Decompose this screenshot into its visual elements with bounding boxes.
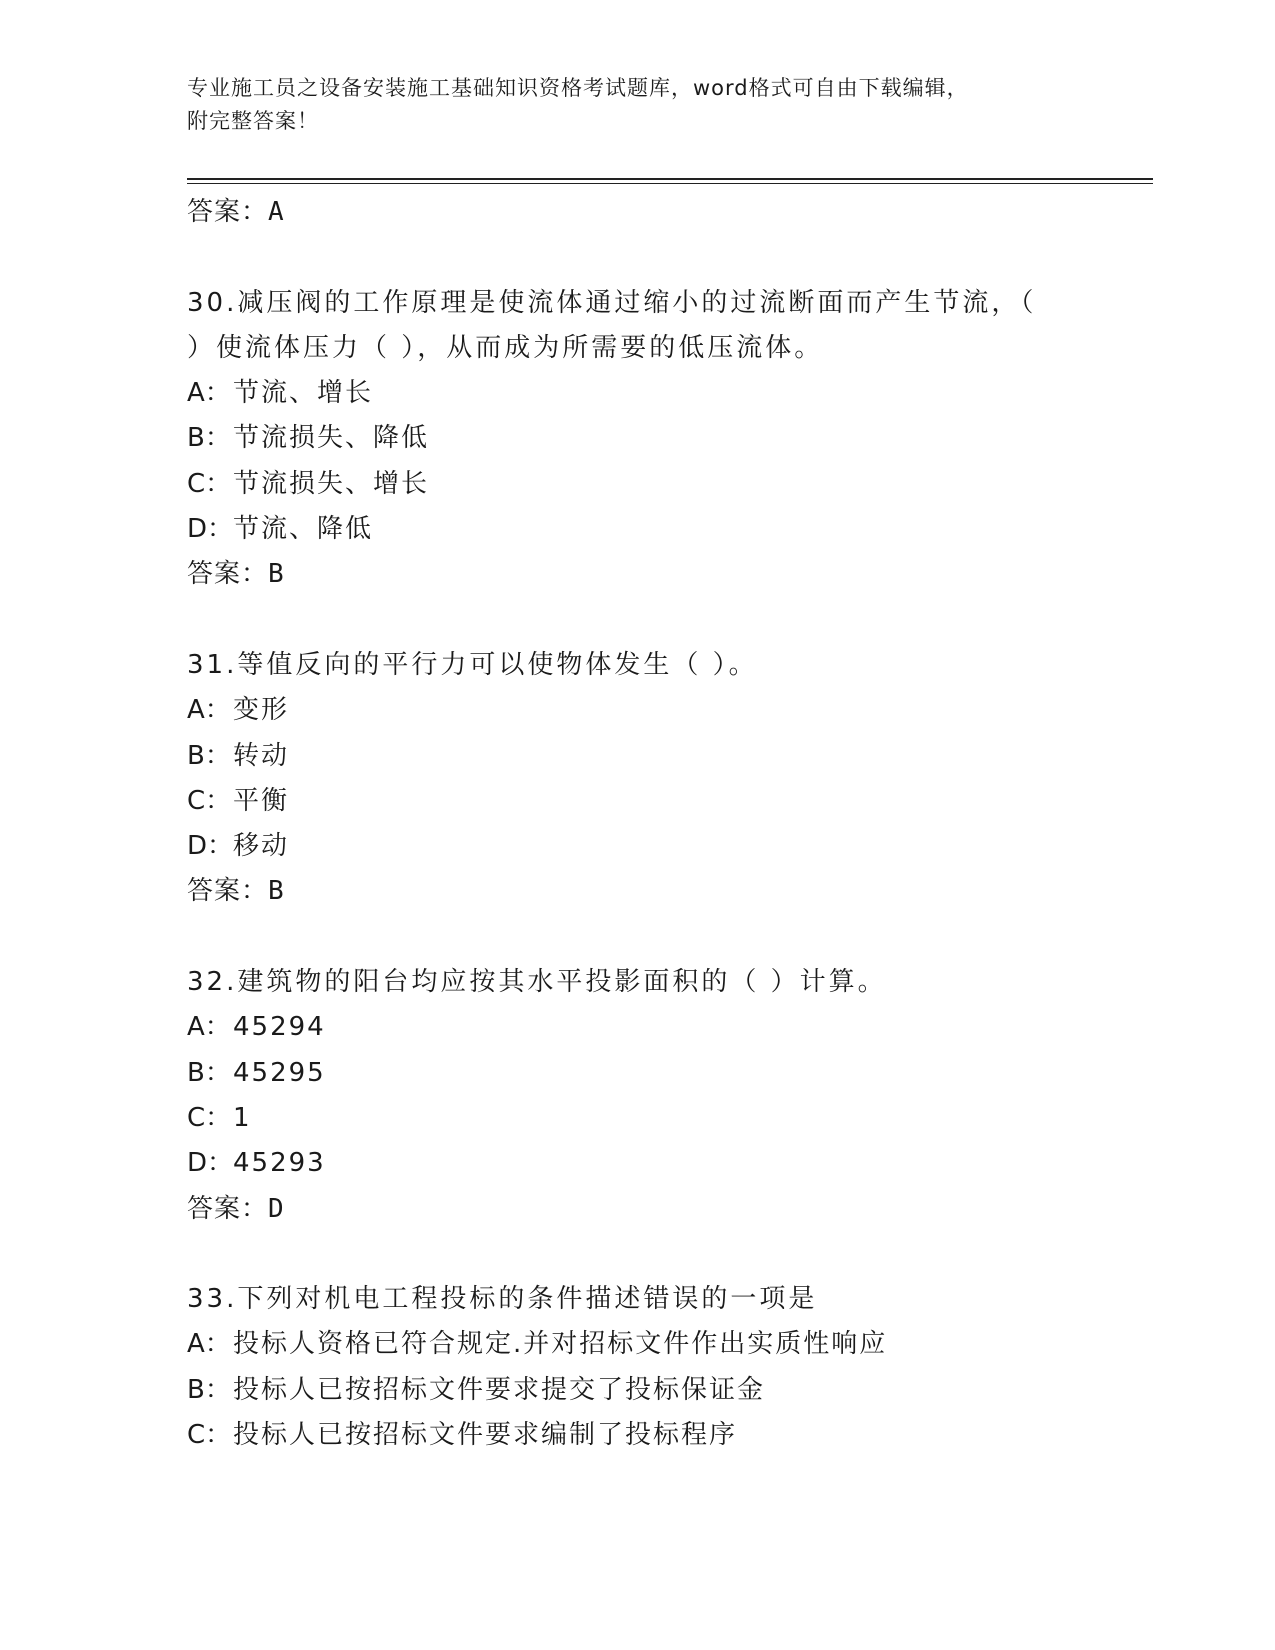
header-rule-thin bbox=[187, 183, 1153, 184]
option-text: 投标人资格已符合规定.并对招标文件作出实质性响应 bbox=[233, 1329, 888, 1360]
option-b bbox=[187, 734, 1153, 779]
option-key: B： bbox=[187, 1374, 231, 1405]
option-c bbox=[187, 462, 1153, 507]
spacer bbox=[187, 235, 1153, 280]
option-key: D： bbox=[187, 1148, 234, 1179]
option-key: B： bbox=[187, 740, 231, 771]
question-list bbox=[187, 190, 1153, 1458]
spacer bbox=[187, 915, 1153, 960]
answer-label: 答案： bbox=[187, 876, 269, 907]
option-key: C： bbox=[187, 468, 232, 499]
question-31 bbox=[187, 643, 1153, 915]
option-text: 节流、降低 bbox=[233, 514, 374, 545]
answer-label: 答案： bbox=[187, 559, 269, 590]
option-c bbox=[187, 779, 1153, 824]
option-key: C： bbox=[187, 1420, 232, 1451]
option-text: 节流损失、增长 bbox=[233, 468, 430, 499]
question-stem-continued: ）使流体压力（ ），从而成为所需要的低压流体。 bbox=[187, 332, 824, 363]
option-text: 45293 bbox=[233, 1148, 326, 1179]
option-text: 投标人已按招标文件要求提交了投标保证金 bbox=[233, 1374, 766, 1405]
option-b bbox=[187, 1368, 1153, 1413]
option-key: A： bbox=[187, 695, 231, 726]
option-text: 45294 bbox=[233, 1012, 326, 1043]
header-line-2: 附完整答案！ bbox=[187, 109, 319, 133]
option-b bbox=[187, 416, 1153, 461]
header-line-1: 专业施工员之设备安装施工基础知识资格考试题库，word格式可自由下载编辑， bbox=[187, 76, 969, 100]
answer-line bbox=[187, 1187, 1153, 1232]
question-stem: 33.下列对机电工程投标的条件描述错误的一项是 bbox=[187, 1284, 818, 1315]
question-32 bbox=[187, 960, 1153, 1232]
option-text: 转动 bbox=[233, 740, 290, 771]
option-a bbox=[187, 688, 1153, 733]
answer-line bbox=[187, 552, 1153, 597]
option-key: B： bbox=[187, 1057, 231, 1088]
answer-value: B bbox=[268, 876, 285, 907]
answer-line bbox=[187, 190, 1153, 235]
option-text: 变形 bbox=[233, 695, 290, 726]
answer-value: D bbox=[268, 1193, 285, 1224]
option-key: C： bbox=[187, 785, 232, 816]
option-a bbox=[187, 1005, 1153, 1050]
answer-label: 答案： bbox=[187, 197, 269, 227]
answer-value: A bbox=[268, 197, 285, 227]
option-text: 平衡 bbox=[233, 785, 290, 816]
answer-line bbox=[187, 869, 1153, 914]
option-key: D： bbox=[187, 831, 234, 862]
header-rule-thick bbox=[187, 178, 1153, 180]
option-text: 1 bbox=[233, 1102, 252, 1133]
option-key: D： bbox=[187, 514, 234, 545]
option-d bbox=[187, 824, 1153, 869]
option-a bbox=[187, 371, 1153, 416]
option-key: C： bbox=[187, 1102, 232, 1133]
option-d bbox=[187, 1141, 1153, 1186]
question-stem: 30.减压阀的工作原理是使流体通过缩小的过流断面而产生节流，（ bbox=[187, 287, 1037, 318]
answer-label: 答案： bbox=[187, 1193, 269, 1224]
question-stem: 32.建筑物的阳台均应按其水平投影面积的（ ）计算。 bbox=[187, 967, 887, 998]
question-33 bbox=[187, 1277, 1153, 1458]
answer-value: B bbox=[268, 559, 285, 590]
spacer bbox=[187, 1232, 1153, 1277]
option-key: B： bbox=[187, 423, 231, 454]
option-key: A： bbox=[187, 1012, 231, 1043]
question-stem: 31.等值反向的平行力可以使物体发生（ ）。 bbox=[187, 649, 758, 680]
option-c bbox=[187, 1096, 1153, 1141]
spacer bbox=[187, 598, 1153, 643]
option-d bbox=[187, 507, 1153, 552]
option-text: 投标人已按招标文件要求编制了投标程序 bbox=[233, 1420, 738, 1451]
option-a bbox=[187, 1322, 1153, 1367]
option-key: A： bbox=[187, 1329, 231, 1360]
option-c bbox=[187, 1413, 1153, 1458]
option-text: 移动 bbox=[233, 831, 290, 862]
option-key: A： bbox=[187, 378, 231, 409]
option-text: 节流、增长 bbox=[233, 378, 374, 409]
option-text: 节流损失、降低 bbox=[233, 423, 430, 454]
question-30 bbox=[187, 281, 1153, 598]
option-text: 45295 bbox=[233, 1057, 326, 1088]
document-header bbox=[187, 72, 1087, 138]
option-b bbox=[187, 1051, 1153, 1096]
